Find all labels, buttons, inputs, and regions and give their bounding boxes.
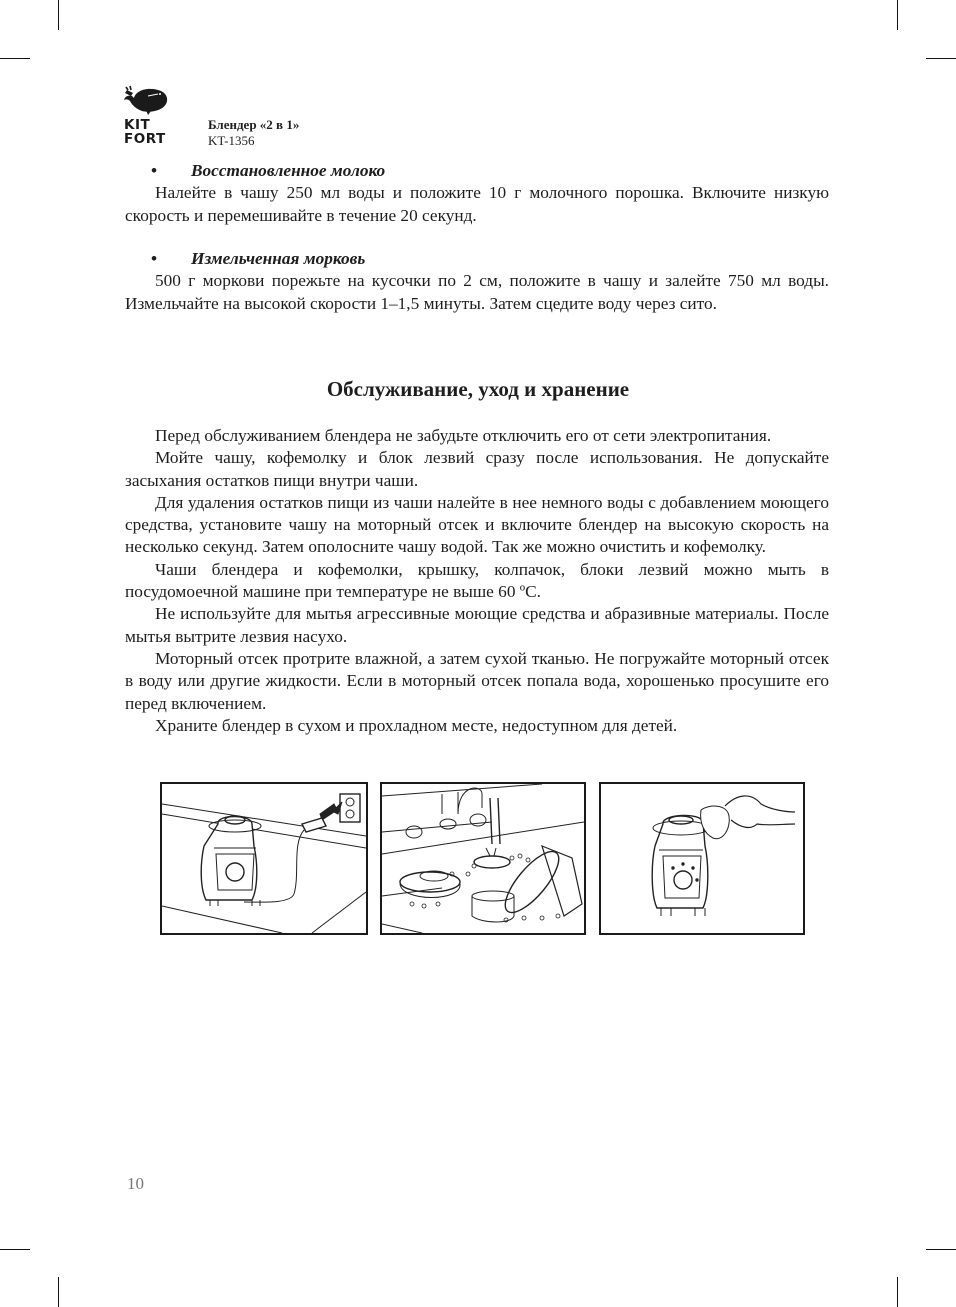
paragraph: Перед обслуживанием блендера не забудьте отключить его от сети электропитания. xyxy=(155,426,772,445)
recipe-title: Измельченная морковь xyxy=(191,249,366,268)
recipe-text: Налейте в чашу 250 мл воды и положите 10 г молочного порошка. Включите низкую скорость и перемешивайте в течение 20 секунд. xyxy=(125,183,829,225)
wash-parts-in-sink-illustration xyxy=(380,782,586,935)
brand-name xyxy=(124,118,166,146)
document-title: Блендер «2 в 1» xyxy=(208,117,300,132)
bullet-icon: • xyxy=(151,249,158,268)
crop-mark xyxy=(58,1277,59,1307)
crop-mark xyxy=(0,1249,30,1250)
section-heading: Обслуживание, уход и хранение xyxy=(326,377,630,401)
unplug-blender-illustration xyxy=(160,782,368,935)
paragraph: Чаши блендера и кофемолки, крышку, колпачок, блоки лезвий можно мыть в посудомоечной машине при температуре не выше 60 ºС. xyxy=(125,559,829,602)
whale-plug-logo-icon xyxy=(124,84,170,116)
paragraph: Не используйте для мытья агрессивные моющие средства и абразивные материалы. После мытья вытрите лезвия насухо. xyxy=(125,604,829,646)
maintenance-text xyxy=(125,425,829,737)
paragraph: Храните блендер в сухом и прохладном месте, недоступном для детей. xyxy=(155,715,678,735)
crop-mark xyxy=(926,58,956,59)
crop-mark xyxy=(897,1277,898,1307)
paragraph: Моторный отсек протрите влажной, а затем сухой тканью. Не погружайте моторный отсек в воду или другие жидкости. Если в моторный отсек попала вода, хорошенько просушите его перед включением. xyxy=(125,648,829,713)
brand-logo xyxy=(124,84,188,148)
page-number: 10 xyxy=(127,1174,144,1193)
brand-line-1: KIT xyxy=(124,117,151,133)
recipe-heading xyxy=(151,248,829,270)
recipe-milk xyxy=(125,160,829,227)
recipe-text: 500 г моркови порежьте на кусочки по 2 см, положите в чашу и залейте 750 мл воды. Измельчайте на высокой скорости 1–1,5 минуты. Затем сцедите воду через сито. xyxy=(125,271,829,313)
wipe-motor-base-illustration xyxy=(599,782,805,935)
crop-mark xyxy=(897,0,898,30)
model-number: KT-1356 xyxy=(208,133,255,148)
crop-mark xyxy=(926,1249,956,1250)
recipe-carrot xyxy=(125,248,829,315)
recipe-title: Восстановленное молоко xyxy=(191,161,386,180)
brand-line-2: FORT xyxy=(124,131,166,147)
recipe-heading xyxy=(151,160,829,182)
crop-mark xyxy=(58,0,59,30)
paragraph: Мойте чашу, кофемолку и блок лезвий сразу после использования. Не допускайте засыхания остатков пищи внутри чаши. xyxy=(125,448,829,490)
crop-mark xyxy=(0,58,30,59)
bullet-icon: • xyxy=(151,161,158,180)
paragraph: Для удаления остатков пищи из чаши налейте в нее немного воды с добавлением моющего средства, установите чашу на моторный отсек и включите блендер на высокую скорость на несколько секунд. Затем ополосните чашу водой. Так же можно очистить и кофемолку. xyxy=(125,492,829,557)
